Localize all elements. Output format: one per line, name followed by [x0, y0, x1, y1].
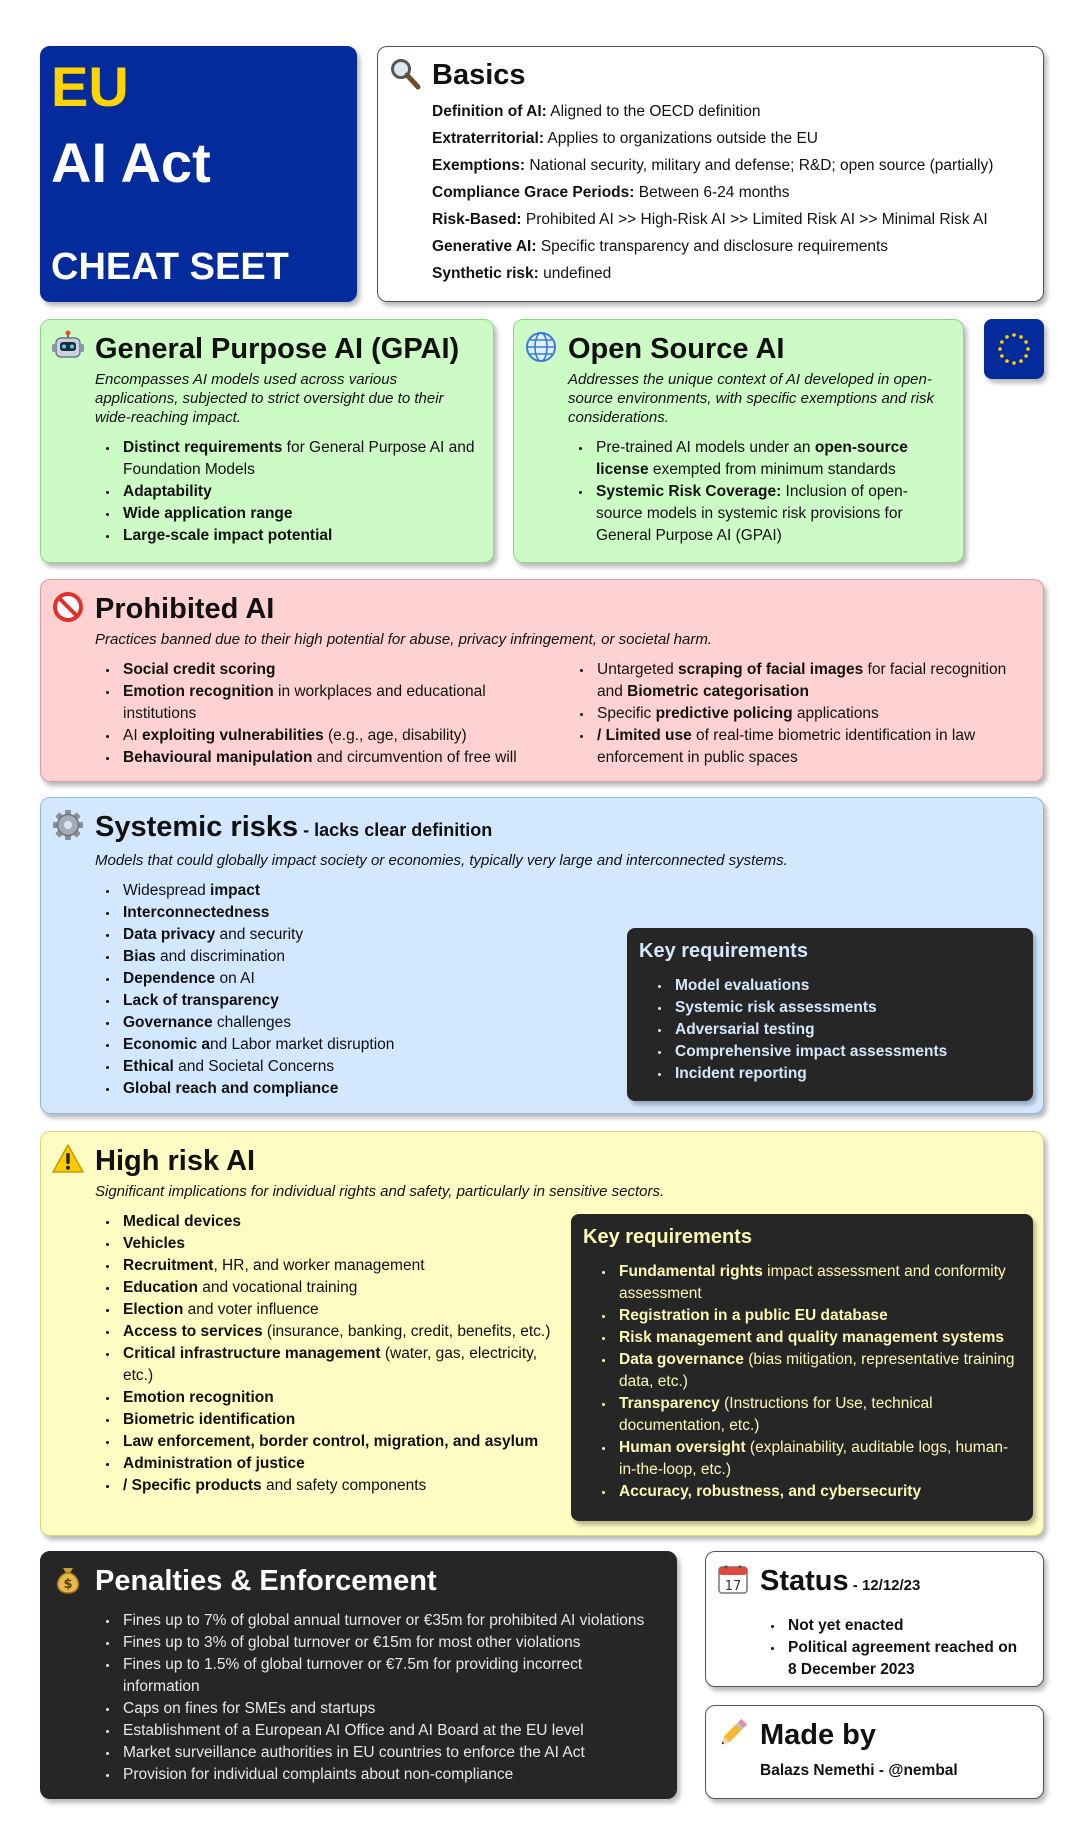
systemic-item-text: Widespread: [123, 882, 211, 899]
high-risk-item: [119, 1409, 551, 1431]
gpai-list: [99, 437, 477, 547]
prohibited-item-bold: exploiting vulnerabilities: [141, 727, 324, 744]
high-risk-key-item: [615, 1481, 1019, 1503]
high-risk-item-text: and voter influence: [183, 1301, 319, 1318]
gpai-item-bold: Distinct requirements: [123, 439, 283, 456]
penalty-item: • Provision for individual complaints about non-compliance: [119, 1764, 660, 1786]
prohibited-item: [593, 659, 1027, 703]
pencil-icon: [716, 1716, 750, 1750]
title-block: [40, 46, 357, 302]
open-source-heading: Open Source AI: [568, 333, 785, 365]
high-risk-item: [119, 1387, 551, 1409]
basics-row: [432, 152, 1027, 179]
gear-icon: [51, 808, 85, 842]
prohibited-item: [119, 747, 553, 769]
high-risk-description: Significant implications for individual rights and safety, particularly in sensitive sectors.: [95, 1183, 665, 1200]
systemic-key-text: Systemic risk assessments: [675, 999, 877, 1016]
high-risk-key-item: [615, 1327, 1019, 1349]
high-risk-item-bold: Election: [123, 1301, 184, 1318]
systemic-key-item: [671, 997, 1019, 1019]
systemic-item: [119, 880, 1027, 902]
basics-row-key: Risk-Based:: [432, 211, 522, 228]
prohibited-item: [119, 659, 553, 681]
high-risk-item: [119, 1299, 551, 1321]
basics-row-value: undefined: [538, 265, 612, 282]
status-heading: [760, 1562, 1027, 1605]
high-risk-key-item-bold: Data governance: [619, 1351, 744, 1368]
prohibited-item-bold: Emotion recognition: [123, 683, 274, 700]
systemic-key-text: Comprehensive impact assessments: [675, 1043, 948, 1060]
open-source-item-text: Inclusion of open-source models in systemic risk provisions for General Purpose AI (GPAI): [596, 483, 908, 544]
basics-row-value: Between 6-24 months: [634, 184, 790, 201]
systemic-description: Models that could globally impact society or economies, typically very large and interconnected systems.: [95, 852, 788, 869]
high-risk-item: [119, 1475, 551, 1497]
systemic-item-bold: Lack of transparency: [123, 992, 279, 1009]
prohibited-item: [119, 725, 553, 747]
globe-icon: [524, 330, 558, 364]
warning-icon: [51, 1142, 85, 1176]
gpai-description: Encompasses AI models used across various applications, subjected to strict oversight due to their wide-reaching impact.: [95, 371, 444, 426]
basics-row-key: Compliance Grace Periods:: [432, 184, 635, 201]
basics-row-key: Exemptions:: [432, 157, 526, 174]
penalty-item: • Fines up to 3% of global turnover or €15m for most other violations: [119, 1632, 660, 1654]
prohibited-heading: Prohibited AI: [95, 593, 275, 625]
status-item: • Political agreement reached on 8 December 2023: [784, 1637, 1027, 1681]
systemic-item-bold: Interconnectedness: [123, 904, 270, 921]
basics-row: [432, 206, 1027, 233]
open-source-description: Addresses the unique context of AI developed in open-source environments, with specific exemptions and risk considerations.: [568, 371, 934, 426]
prohibited-item-text: Untargeted: [597, 661, 678, 678]
prohibited-list-left: [99, 659, 553, 769]
basics-row-value: National security, military and defense; R&D; open source (partially): [525, 157, 994, 174]
gpai-heading: General Purpose AI (GPAI): [95, 333, 460, 365]
prohibited-item-text: for facial recognition and: [597, 661, 1007, 700]
made-by-heading: Made by: [760, 1719, 877, 1751]
prohibited-item-text: in workplaces and educational institutions: [123, 683, 486, 722]
high-risk-item-text: , HR, and worker management: [213, 1257, 425, 1274]
title-cheat-sheet: CHEAT SEET: [51, 246, 289, 288]
gpai-item-bold: Adaptability: [123, 483, 212, 500]
high-risk-item-bold: Biometric identification: [123, 1411, 296, 1428]
systemic-item-text: nd Labor market disruption: [210, 1036, 395, 1053]
open-source-list: [572, 437, 947, 547]
high-risk-key-item: [615, 1305, 1019, 1327]
prohibited-item-bold: Behavioural manipulation: [123, 749, 313, 766]
calendar-day: 17: [724, 1579, 742, 1594]
systemic-heading: [95, 808, 1027, 849]
status-card: [705, 1551, 1044, 1687]
gpai-item: [119, 481, 477, 503]
basics-row: [432, 125, 1027, 152]
basics-row-value: Applies to organizations outside the EU: [543, 130, 818, 147]
high-risk-item-bold: Critical infrastructure management: [123, 1345, 381, 1362]
high-risk-card: [40, 1131, 1044, 1536]
high-risk-key-item-text: (bias mitigation, representative training data, etc.): [619, 1351, 1015, 1390]
title-ai-act: AI Act: [51, 131, 211, 194]
prohibited-item-text: Specific: [597, 705, 656, 722]
systemic-key-list: [651, 975, 1019, 1085]
systemic-title: Systemic risks: [95, 811, 299, 843]
high-risk-item: [119, 1431, 551, 1453]
high-risk-item-bold: Recruitment: [123, 1257, 214, 1274]
high-risk-item-bold: / Specific products: [123, 1477, 262, 1494]
high-risk-item: [119, 1343, 551, 1387]
penalty-item: • Fines up to 7% of global annual turnover or €35m for prohibited AI violations: [119, 1610, 660, 1632]
basics-heading: Basics: [432, 59, 526, 91]
systemic-key-item: [671, 975, 1019, 997]
systemic-item-bold: Governance: [123, 1014, 213, 1031]
status-item: • Not yet enacted: [784, 1615, 1027, 1637]
prohibited-item-text: AI: [123, 727, 142, 744]
systemic-item-text: and Societal Concerns: [173, 1058, 335, 1075]
high-risk-item-bold: Administration of justice: [123, 1455, 305, 1472]
high-risk-key-item-bold: Accuracy, robustness, and cybersecurity: [619, 1483, 922, 1500]
made-by-author: Balazs Nemethi - @nembal: [760, 1762, 958, 1779]
prohibited-item: [119, 681, 553, 725]
basics-row-value: Specific transparency and disclosure requirements: [536, 238, 889, 255]
basics-row-value: Aligned to the OECD definition: [546, 103, 761, 120]
prohibited-item-bold: Biometric categorisation: [627, 683, 809, 700]
svg-text:$: $: [63, 1577, 73, 1592]
open-source-item-text: exempted from minimum standards: [648, 461, 896, 478]
high-risk-key-item-bold: Registration in a public EU database: [619, 1307, 888, 1324]
prohibited-description: Practices banned due to their high potential for abuse, privacy infringement, or societal harm.: [95, 631, 713, 648]
prohibited-card: [40, 579, 1044, 782]
systemic-item-text: challenges: [212, 1014, 292, 1031]
gpai-item: [119, 503, 477, 525]
penalties-heading: Penalties & Enforcement: [95, 1565, 437, 1597]
high-risk-item-bold: Education: [123, 1279, 198, 1296]
open-source-item-text: Pre-trained AI models under an: [596, 439, 815, 456]
basics-row-value: Prohibited AI >> High-Risk AI >> Limited Risk AI >> Minimal Risk AI: [521, 211, 988, 228]
high-risk-item: [119, 1211, 551, 1233]
basics-row: [432, 233, 1027, 260]
prohibited-item-text: and circumvention of free will: [312, 749, 517, 766]
systemic-key-requirements: [627, 928, 1033, 1101]
magnifier-icon: [388, 57, 422, 91]
gpai-item-bold: Large-scale impact potential: [123, 527, 333, 544]
systemic-key-text: Model evaluations: [675, 977, 810, 994]
systemic-item-bold: Data privacy: [123, 926, 216, 943]
prohibited-item-text: applications: [792, 705, 879, 722]
status-date: - 12/12/23: [848, 1577, 921, 1594]
systemic-item-bold: Ethical: [123, 1058, 174, 1075]
systemic-item-bold: Global reach and compliance: [123, 1080, 339, 1097]
open-source-item: [592, 481, 947, 547]
title-eu: EU: [51, 55, 129, 118]
basics-card: [377, 46, 1044, 302]
made-by-card: [705, 1705, 1044, 1799]
open-source-card: [513, 319, 964, 563]
prohibited-item-text: of real-time biometric identification in law enforcement in public spaces: [597, 727, 976, 766]
systemic-item-bold: Bias: [123, 948, 156, 965]
prohibited-item-text: (e.g., age, disability): [323, 727, 467, 744]
systemic-subtitle: - lacks clear definition: [298, 820, 493, 840]
systemic-item-text: and discrimination: [155, 948, 285, 965]
high-risk-item-text: (water, gas, electricity, etc.): [123, 1345, 538, 1384]
high-risk-item: [119, 1321, 551, 1343]
high-risk-key-item-text: (Instructions for Use, technical documentation, etc.): [619, 1395, 933, 1434]
penalties-card: [40, 1551, 677, 1799]
high-risk-key-requirements: [571, 1214, 1033, 1521]
robot-icon: [51, 330, 85, 364]
gpai-card: [40, 319, 494, 563]
high-risk-item-bold: Access to services: [123, 1323, 263, 1340]
basics-row: [432, 98, 1027, 125]
high-risk-key-item: [615, 1261, 1019, 1305]
high-risk-item-bold: Law enforcement, border control, migration, and asylum: [123, 1433, 539, 1450]
systemic-item-bold: impact: [210, 882, 260, 899]
high-risk-list: [99, 1211, 551, 1497]
high-risk-item: [119, 1453, 551, 1475]
systemic-key-heading: Key requirements: [639, 940, 808, 962]
penalty-item: • Fines up to 1.5% of global turnover or €7.5m for providing incorrect information: [119, 1654, 660, 1698]
gpai-item-bold: Wide application range: [123, 505, 293, 522]
high-risk-key-list: [595, 1261, 1019, 1503]
basics-row: [432, 179, 1027, 206]
high-risk-item-bold: Medical devices: [123, 1213, 242, 1230]
high-risk-key-item-bold: Risk management and quality management systems: [619, 1329, 1005, 1346]
high-risk-key-item-text: (explainability, auditable logs, human-in-the-loop, etc.): [619, 1439, 1009, 1478]
systemic-key-item: [671, 1019, 1019, 1041]
prohibited-item-bold: scraping of facial images: [678, 661, 864, 678]
systemic-item-bold: Economic a: [123, 1036, 210, 1053]
prohibited-item-bold: / Limited use: [597, 727, 692, 744]
status-title: Status: [760, 1565, 849, 1597]
high-risk-key-item-bold: Human oversight: [619, 1439, 746, 1456]
penalties-list: [99, 1610, 660, 1786]
systemic-key-text: Adversarial testing: [675, 1021, 815, 1038]
basics-row-key: Extraterritorial:: [432, 130, 544, 147]
high-risk-item-bold: Emotion recognition: [123, 1389, 274, 1406]
systemic-item-bold: Dependence: [123, 970, 216, 987]
high-risk-item-text: and vocational training: [197, 1279, 358, 1296]
gpai-item-text: for General Purpose AI and Foundation Models: [123, 439, 475, 478]
high-risk-heading: High risk AI: [95, 1145, 256, 1177]
penalty-item: • Market surveillance authorities in EU countries to enforce the AI Act: [119, 1742, 660, 1764]
high-risk-item: [119, 1255, 551, 1277]
calendar-icon: [716, 1562, 750, 1596]
systemic-key-item: [671, 1041, 1019, 1063]
prohibited-item-bold: predictive policing: [655, 705, 793, 722]
basics-row-key: Generative AI:: [432, 238, 537, 255]
systemic-card: [40, 797, 1044, 1114]
systemic-key-text: Incident reporting: [675, 1065, 807, 1082]
gpai-item: [119, 437, 477, 481]
basics-row: [432, 260, 1027, 287]
systemic-item-text: on AI: [215, 970, 255, 987]
open-source-item: [592, 437, 947, 481]
high-risk-key-item-text: impact assessment and conformity assessment: [619, 1263, 1006, 1302]
prohibited-icon: [51, 590, 85, 624]
gpai-item: [119, 525, 477, 547]
basics-row-key: Definition of AI:: [432, 103, 547, 120]
high-risk-key-item-bold: Transparency: [619, 1395, 720, 1412]
high-risk-key-item: [615, 1393, 1019, 1437]
high-risk-item-text: (insurance, banking, credit, benefits, etc.): [262, 1323, 551, 1340]
systemic-item: [119, 902, 1027, 924]
high-risk-key-item-bold: Fundamental rights: [619, 1263, 763, 1280]
penalty-item: • Establishment of a European AI Office and AI Board at the EU level: [119, 1720, 660, 1742]
high-risk-key-item: [615, 1349, 1019, 1393]
basics-row-key: Synthetic risk:: [432, 265, 539, 282]
high-risk-item: [119, 1233, 551, 1255]
high-risk-key-heading: Key requirements: [583, 1226, 752, 1248]
open-source-item-bold: Systemic Risk Coverage:: [596, 483, 782, 500]
penalty-item: • Caps on fines for SMEs and startups: [119, 1698, 660, 1720]
systemic-item-text: and security: [215, 926, 304, 943]
status-list: [764, 1615, 1027, 1681]
basics-list: [432, 98, 1027, 287]
open-source-item-bold: open-source license: [596, 439, 908, 478]
high-risk-item-bold: Vehicles: [123, 1235, 186, 1252]
high-risk-item: [119, 1277, 551, 1299]
prohibited-list-right: [573, 659, 1027, 769]
eu-flag-icon: [984, 319, 1044, 379]
systemic-key-item: [671, 1063, 1019, 1085]
prohibited-item: [593, 725, 1027, 769]
prohibited-item-bold: Social credit scoring: [123, 661, 276, 678]
high-risk-item-text: and safety components: [261, 1477, 427, 1494]
high-risk-key-item: [615, 1437, 1019, 1481]
prohibited-item: [593, 703, 1027, 725]
money-bag-icon: [51, 1562, 85, 1596]
